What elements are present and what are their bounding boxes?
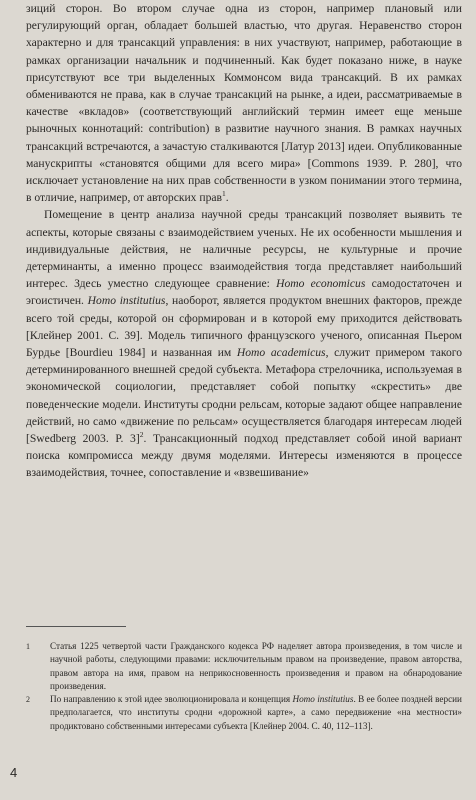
- paragraph-text: , служит примером такого детерминированного внешней средой субъекта. Метафора стрелочника, используемая в экономической социологии, представляет собой попытку «скрестить» две поведенческие модели. Институты сродни рельсам, которые задают общее направление действий, но само «движение по рельсам» осуществляется благодаря интересам людей [Swedberg 2003. P. 3]: [26, 346, 463, 446]
- paragraph: [26, 206, 462, 481]
- paragraph-text: самодостаточен и эгоистичен.: [26, 277, 463, 308]
- paragraph-text: .: [225, 191, 229, 205]
- paragraph-text: зиций сторон. Во втором случае одна из сторон, например плановый или регулирующий орган, обладает большей властью, что другая. Неравенство сторон характерно и для трансакций управления: в них участвуют, например, работающие в рамках организации начальник и подчиненный. Как будет показано ниже, в науке присутствуют все три выделенных Коммонсом вида трансакций. В их рамках обмениваются не права, как в случае трансакций на рынке, а идеи, рассматриваемые в качестве «вкладов» (соответствующий английский термин имеет еще меньше рыночных коннотаций: contribution) в развитие научного знания. В рамках научных трансакций встречаются, а зачастую сталкиваются [Латур 2013] идеи. Опубликованные манускрипты «становятся общими для всего мира» [Commons 1939. P. 280], что исключает установление на них прав собственности в узком понимании этого термина, в отличие, например, от авторских прав: [26, 2, 462, 205]
- footnote: [26, 693, 462, 733]
- italic-term: Homo institutius: [292, 694, 354, 705]
- paragraph-text: Помещение в центр анализа научной среды трансакций позволяет выявить те аспекты, которые связаны с взаимодействием ученых. Не их особенности мышления и индивидуальные действия, не наличные ресурсы, не культурные и прочие детерминанты, а именно процесс взаимодействия тогда представляет наибольший интерес. Здесь уместно следующее сравнение:: [26, 208, 462, 291]
- page-number: 4: [10, 765, 18, 780]
- footnote-text-part: По направлению к этой идее эволюционировала и концепция: [50, 694, 293, 705]
- paragraph-text: . Трансакционный подход представляет собой иной вариант поиска компромисса между двумя моделями. Интересы изменяются в процессе взаимодействия, точнее, сопоставление и «взвешивание»: [26, 432, 462, 480]
- main-text: [26, 0, 462, 482]
- footnote-text-part: . В ее более поздней версии предполагается, что институты сродни «дорожной карте», а само передвижение «на местности» продиктовано собственными интересами субъекта [Клейнер 2004. С. 40, 112–113].: [50, 694, 462, 731]
- footnote-number: 2: [26, 695, 30, 705]
- italic-term: Homo academicus: [236, 346, 326, 360]
- footnotes: [26, 640, 462, 733]
- footnote-ref[interactable]: 1: [222, 189, 226, 199]
- italic-term: Homo institutius: [87, 294, 166, 308]
- footnote-number: 1: [26, 642, 30, 651]
- italic-term: Homo economicus: [276, 277, 366, 291]
- footnote: [26, 640, 462, 693]
- paragraph-text: , наоборот, является продуктом внешних факторов, прежде всего той среды, которой он сформирован и в которой ему приходится действовать [Клейнер 2001. С. 39]. Модель типичного французского ученого, описанная Пьером Бурдье [Bourdieu 1984] и названная им: [26, 294, 463, 360]
- footnote-ref[interactable]: 2: [139, 430, 144, 440]
- footnote-text: [50, 693, 462, 733]
- paragraph: [26, 0, 462, 206]
- footnote-text: Статья 1225 четвертой части Гражданского кодекса РФ наделяет автора произведения, в том числе и научной работы, следующими правами: исключительным правом на произведение, правом авторства, правом автора на имя, правом на неприкосновенность произведения и правом на обнародование произведения.: [50, 641, 462, 691]
- footnote-divider: [26, 626, 126, 627]
